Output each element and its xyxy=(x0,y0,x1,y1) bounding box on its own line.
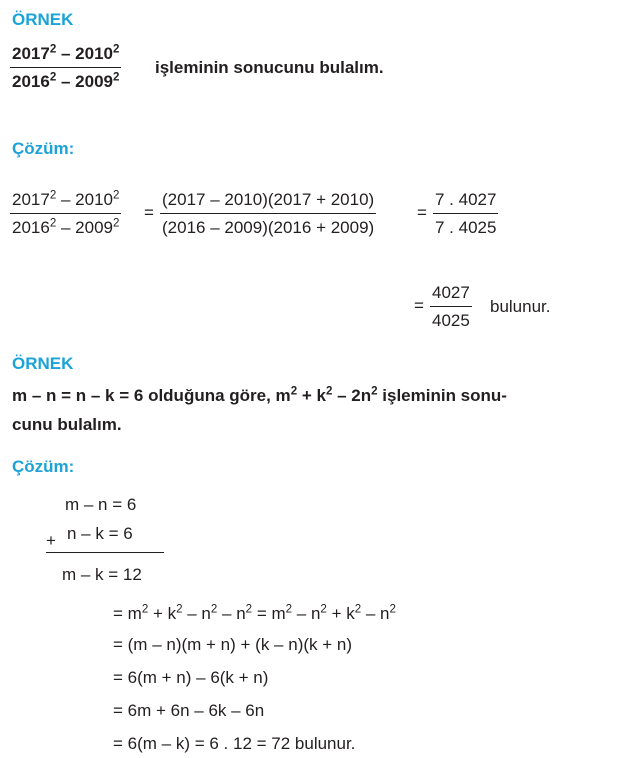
solution-fraction-squares xyxy=(10,190,121,238)
solution-heading: Çözüm: xyxy=(12,139,75,158)
solution-fraction-products xyxy=(433,190,498,238)
addition-result: m – k = 12 xyxy=(62,565,142,584)
fraction-numerator: 4027 xyxy=(430,283,472,307)
step-3: = 6(m + n) – 6(k + n) xyxy=(113,668,269,687)
fraction-denominator: 7 . 4025 xyxy=(435,218,497,237)
fraction-denominator: 2016$^2$ – 2009$^2$ xyxy=(12,71,120,91)
addition-line-1: m – n = 6 xyxy=(65,495,137,514)
example-heading: ÖRNEK xyxy=(12,354,74,373)
step-5: = 6(m – k) = 6 . 12 = 72 bulunur. xyxy=(113,734,356,753)
solution-fraction-factored xyxy=(160,190,376,238)
equals-sign: = xyxy=(417,203,427,222)
example-heading: ÖRNEK xyxy=(12,10,74,29)
question-fraction xyxy=(10,44,121,92)
question-text: işleminin sonucunu bulalım. xyxy=(155,58,384,77)
equals-sign: = xyxy=(144,203,154,222)
addition-line-2: n – k = 6 xyxy=(67,524,133,543)
fraction-denominator: 4025 xyxy=(432,311,470,330)
fraction-numerator: 7 . 4027 xyxy=(433,190,498,214)
solution-fraction-result xyxy=(430,283,472,331)
addition-divider xyxy=(46,552,164,553)
step-4: = 6m + 6n – 6k – 6n xyxy=(113,701,265,720)
plus-sign: + xyxy=(46,531,56,550)
step-1: = $m^2 + k^2 - n^2 - n^2 = m^2 - n^2 + k^2 - n^2$ xyxy=(113,603,396,623)
solution-heading: Çözüm: xyxy=(12,457,75,476)
fraction-numerator: 2017$^2$ – 2010$^2$ xyxy=(10,44,121,68)
fraction-numerator: 2017$^2$ – 2010$^2$ xyxy=(10,190,121,214)
question-line-1: m – n = n – k = 6 olduğuna göre, $m^2 + k^2 - 2n^2$ işleminin sonu- xyxy=(12,385,507,405)
fraction-numerator: (2017 – 2010)(2017 + 2010) xyxy=(160,190,376,214)
fraction-denominator: 2016$^2$ – 2009$^2$ xyxy=(12,217,120,237)
equals-sign: = xyxy=(414,296,424,315)
step-2: = (m – n)(m + n) + (k – n)(k + n) xyxy=(113,635,353,654)
question-line-2: cunu bulalım. xyxy=(12,415,122,434)
result-word: bulunur. xyxy=(490,297,551,316)
fraction-denominator: (2016 – 2009)(2016 + 2009) xyxy=(162,218,375,237)
